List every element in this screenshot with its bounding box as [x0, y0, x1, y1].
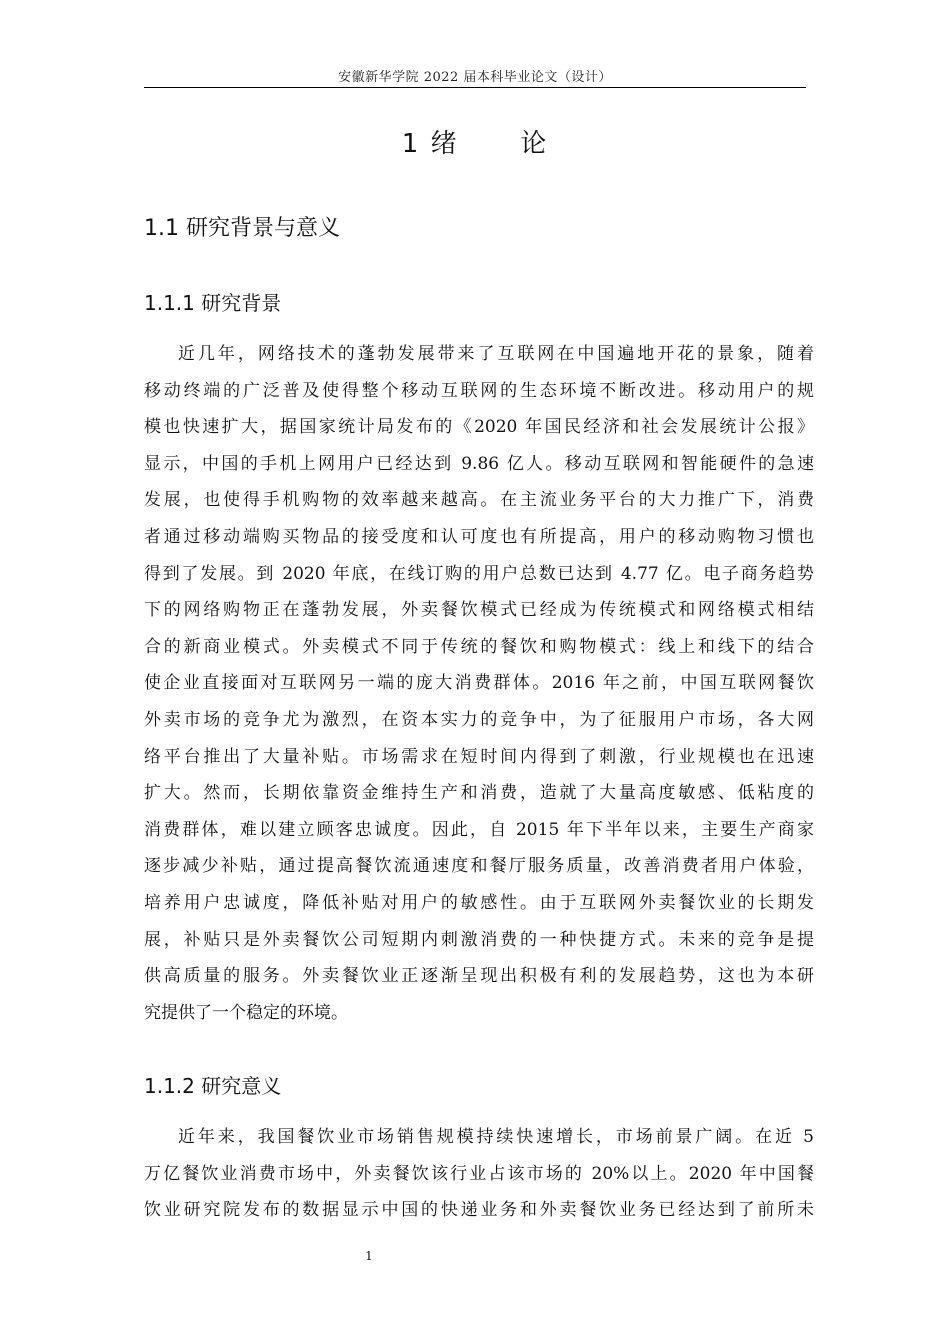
paragraph-line: 者通过移动端购买物品的接受度和认可度也有所提高，用户的移动购物习惯也 — [144, 526, 814, 547]
paragraph-line: 模也快速扩大，据国家统计局发布的《2020 年国民经济和社会发展统计公报》 — [144, 417, 814, 438]
paragraph-line: 究提供了一个稳定的环境。 — [144, 1002, 348, 1023]
paragraph-line: 外卖市场的竞争尤为激烈，在资本实力的竞争中，为了征服用户市场，各大网 — [144, 709, 814, 730]
subsection-heading-significance: 1.1.2 研究意义 — [144, 1074, 282, 1098]
section-heading: 1.1 研究背景与意义 — [144, 216, 340, 241]
page-number: 1 — [365, 1249, 373, 1263]
paragraph-line: 得到了发展。到 2020 年底，在线订购的用户总数已达到 4.77 亿。电子商务趋势 — [144, 563, 814, 584]
paragraph-line: 发展，也使得手机购物的效率越来越高。在主流业务平台的大力推广下，消费 — [144, 490, 814, 511]
paragraph-line: 显示，中国的手机上网用户已经达到 9.86 亿人。移动互联网和智能硬件的急速 — [144, 453, 814, 474]
header-divider — [144, 87, 806, 88]
paragraph-line: 近年来，我国餐饮业市场销售规模持续快速增长，市场前景广阔。在近 5 — [178, 1127, 814, 1147]
paragraph-line: 合的新商业模式。外卖模式不同于传统的餐饮和购物模式：线上和线下的结合 — [144, 636, 814, 657]
paragraph-line: 培养用户忠诚度，降低补贴对用户的敏感性。由于互联网外卖餐饮业的长期发 — [144, 892, 814, 913]
paragraph-line: 下的网络购物正在蓬勃发展，外卖餐饮模式已经成为传统模式和网络模式相结 — [144, 600, 814, 621]
paragraph-line: 近几年，网络技术的蓬勃发展带来了互联网在中国遍地开花的景象，随着 — [178, 344, 814, 364]
running-header: 安徽新华学院 2022 届本科毕业论文（设计） — [338, 70, 612, 85]
paragraph-line: 饮业研究院发布的数据显示中国的快递业务和外卖餐饮业务已经达到了前所未 — [144, 1200, 814, 1221]
paragraph-significance — [144, 1119, 814, 1229]
paragraph-background — [144, 336, 814, 1031]
subsection-heading-background: 1.1.1 研究背景 — [144, 291, 282, 315]
paragraph-line: 展，补贴只是外卖餐饮公司短期内刺激消费的一种快捷方式。未来的竞争是提 — [144, 929, 814, 950]
chapter-title: 1 绪 论 — [401, 129, 549, 159]
paragraph-line: 供高质量的服务。外卖餐饮业正逐渐呈现出积极有利的发展趋势，这也为本研 — [144, 966, 814, 987]
paragraph-line: 使企业直接面对互联网另一端的庞大消费群体。2016 年之前，中国互联网餐饮 — [144, 673, 814, 694]
paragraph-line: 扩大。然而，长期依靠资金维持生产和消费，造就了大量高度敏感、低粘度的 — [144, 783, 814, 804]
paragraph-line: 消费群体，难以建立顾客忠诚度。因此，自 2015 年下半年以来，主要生产商家 — [144, 819, 814, 840]
paragraph-line: 万亿餐饮业消费市场中，外卖餐饮该行业占该市场的 20%以上。2020 年中国餐 — [144, 1163, 814, 1184]
paragraph-line: 络平台推出了大量补贴。市场需求在短时间内得到了刺激，行业规模也在迅速 — [144, 746, 814, 767]
paragraph-line: 移动终端的广泛普及使得整个移动互联网的生态环境不断改进。移动用户的规 — [144, 380, 814, 401]
paragraph-line: 逐步减少补贴，通过提高餐饮流通速度和餐厅服务质量，改善消费者用户体验， — [144, 856, 814, 877]
